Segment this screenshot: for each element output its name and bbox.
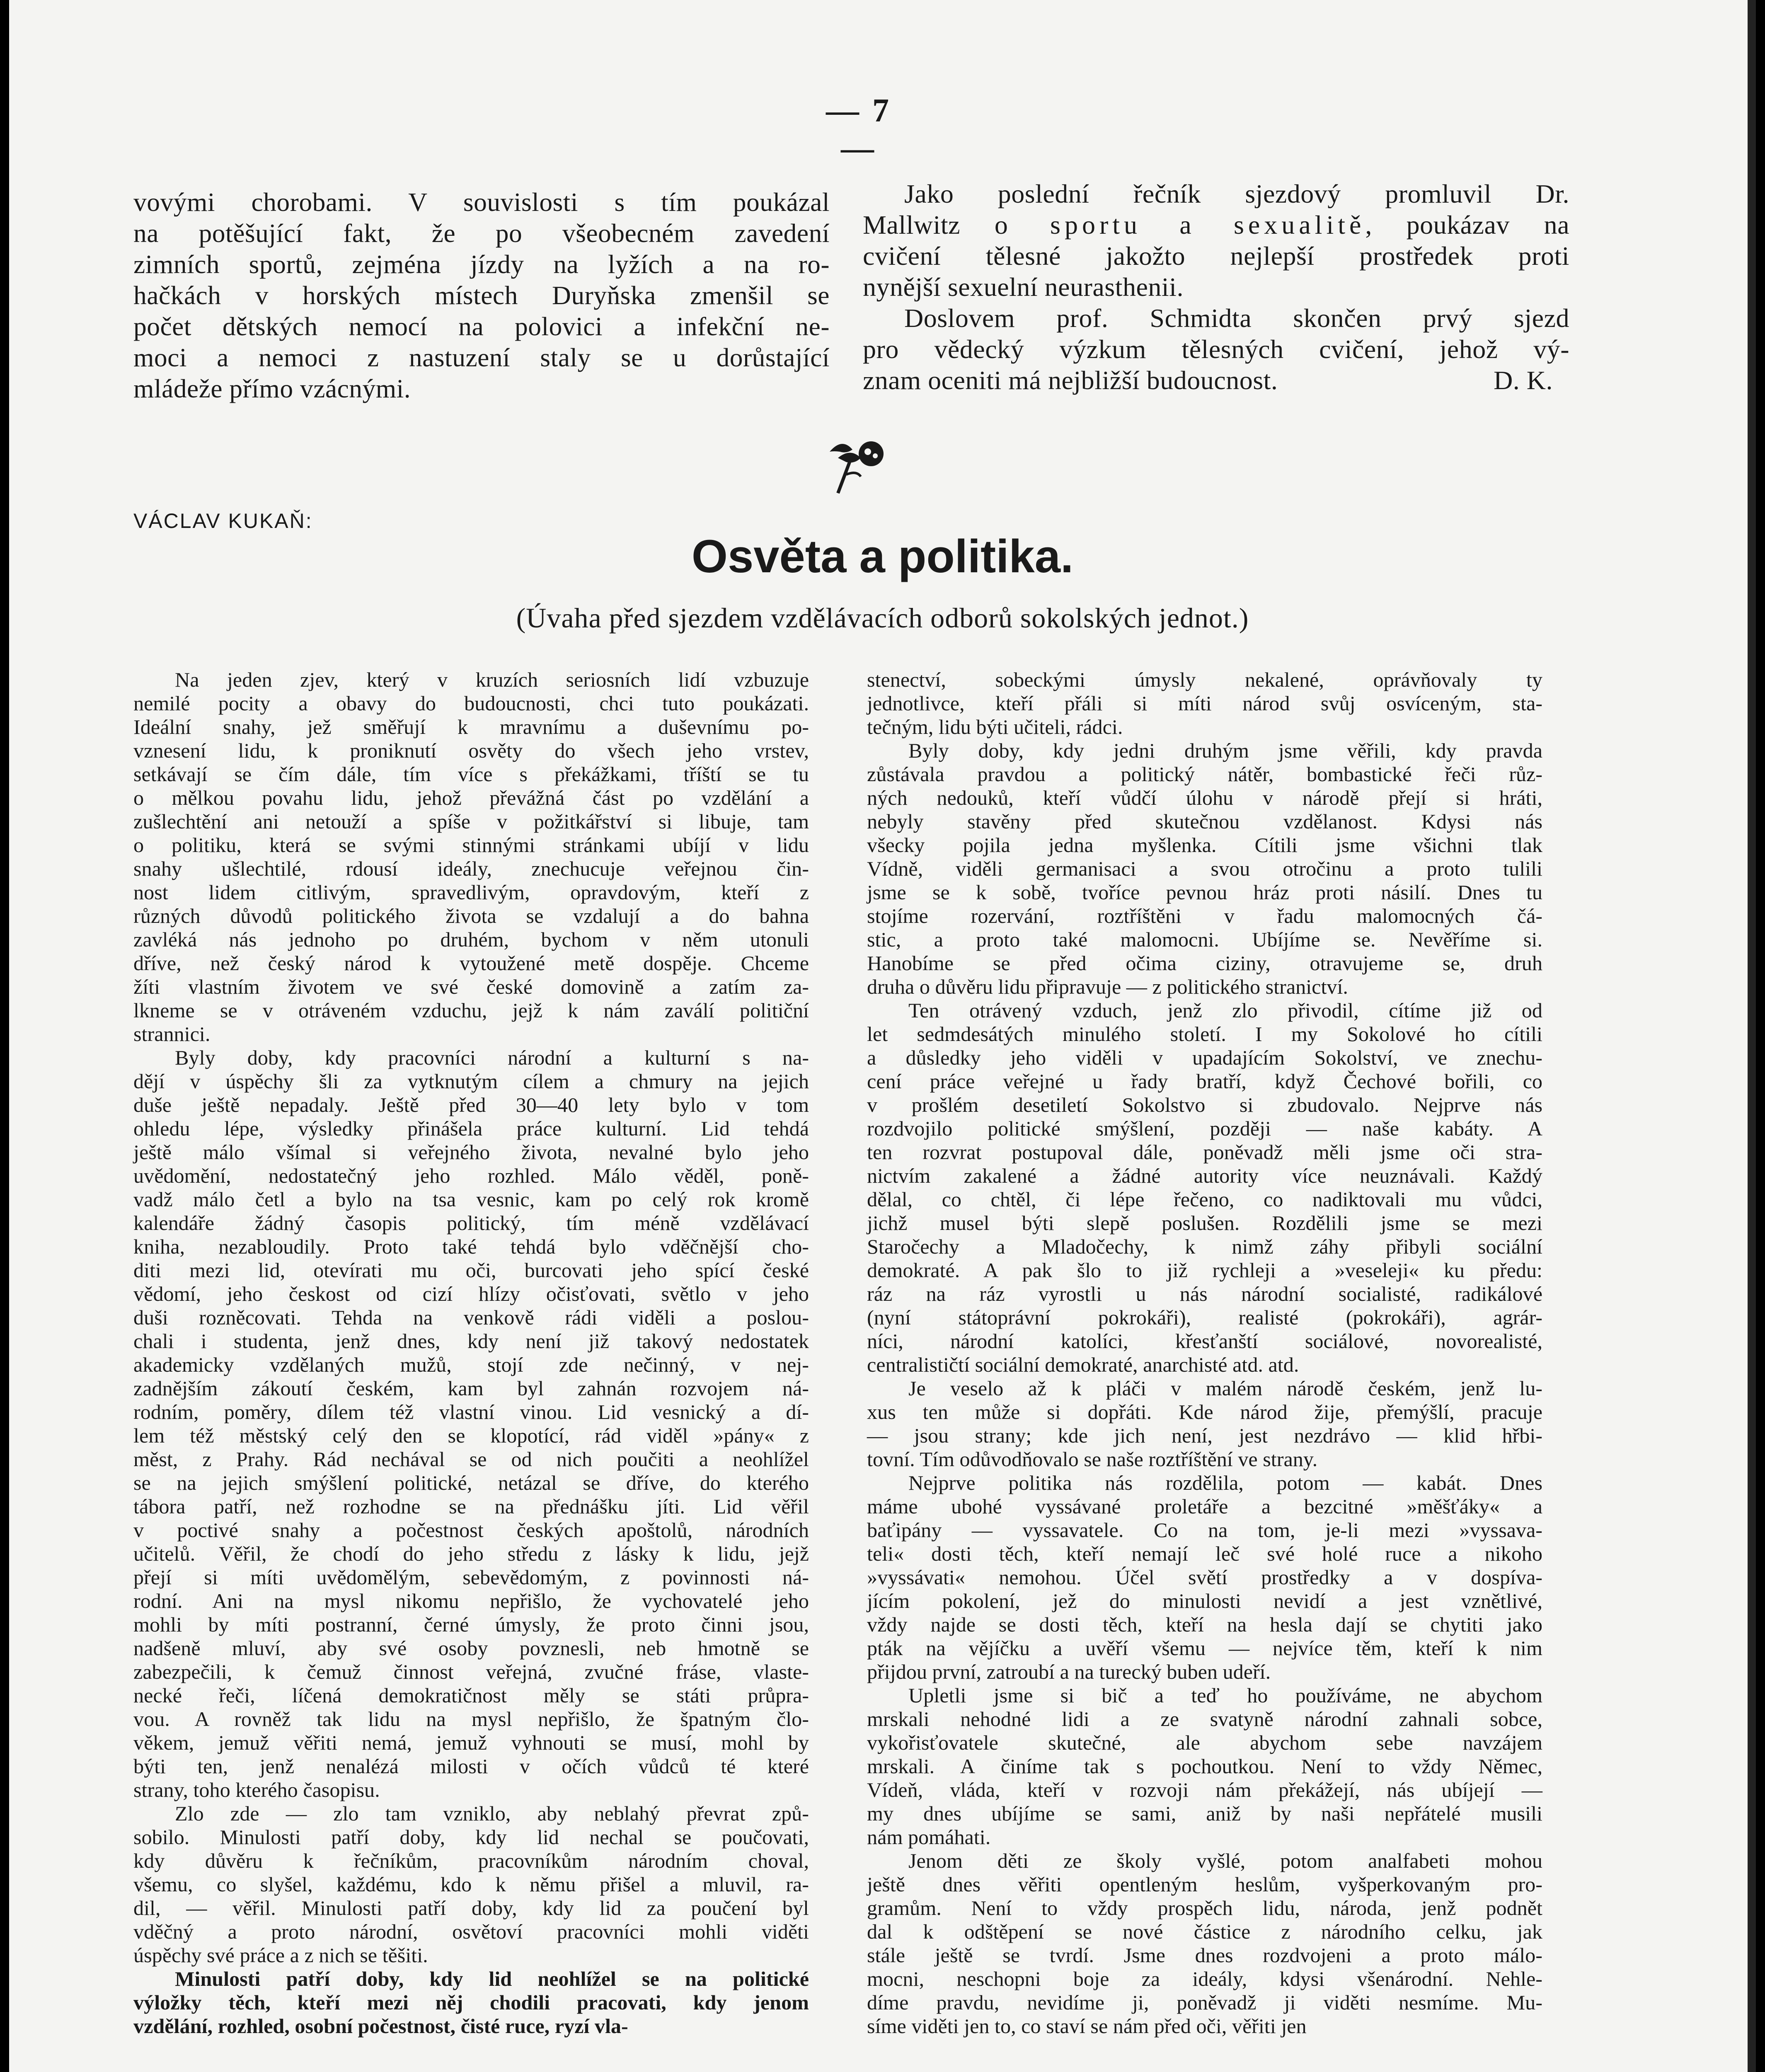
paragraph: [867, 1471, 1542, 1684]
text-line: stenectví, sobeckými úmysly nekalené, oprávňovaly ty: [867, 668, 1542, 691]
text-line: teli« dosti těch, kteří nemají leč své holé ruce a nikoho: [867, 1542, 1542, 1565]
text-line: nemilé pocity a obavy do budoucnosti, chci tuto poukázati.: [133, 692, 809, 715]
signature-initials: D. K.: [1494, 366, 1553, 395]
text-line: dělal, co chtěl, či lépe řečeno, co nadiktovali mu vůdci,: [867, 1188, 1542, 1211]
text-line: lem též městský celý den se klopotící, rád viděl »pány« z: [133, 1424, 809, 1447]
previous-article-left-column: [133, 186, 830, 404]
text-line: vovými chorobami. V souvislosti s tím poukázal: [133, 187, 830, 217]
paragraph: [867, 1849, 1542, 2038]
text-line: rodním, poměry, dílem též vlastní vinou. Lid vesnický a dí-: [133, 1400, 809, 1423]
text-line: mrskali nehodné lidi a ze svatyně národní zahnali sobce,: [867, 1707, 1542, 1731]
paragraph: [867, 668, 1542, 739]
text-line: pro vědecký výzkum tělesných cvičení, jehož vý-: [863, 334, 1569, 364]
text-line: xus ten může si dopřáti. Kde národ žije, přemýšlí, pracuje: [867, 1400, 1542, 1423]
text-line: my dnes ubíjíme se sami, aniž by naši nepřátelé musili: [867, 1802, 1542, 1825]
text-line: vědomí, jeho českost od cizí hlízy očisťovati, světlo v jeho: [133, 1282, 809, 1305]
paragraph: [867, 739, 1542, 999]
text-line: dil, — věřil. Minulosti patří doby, kdy lid za poučení byl: [133, 1896, 809, 1920]
text-line: Je veselo až k pláči v malém národě českém, jenž lu-: [908, 1377, 1542, 1400]
text-line: všemu, co slyšel, každému, kdo k němu přišel a mluvil, ra-: [133, 1873, 809, 1896]
text-line: Na jeden zjev, který v kruzích seriosních lidí vzbuzuje: [175, 668, 809, 691]
text-line: jícím pokolení, jež do minulosti nevidí a jest vznětlivé,: [867, 1589, 1542, 1612]
text-line: chali i studenta, jenž dnes, kdy není již takový nedostatek: [133, 1329, 809, 1353]
text-line: a důsledky jeho viděli v upadajícím Sokolství, ve znechu-: [867, 1046, 1542, 1069]
text-line: nynější sexuelní neurasthenii.: [863, 272, 1184, 302]
text-line: o mělkou povahu lidu, jehož převážná část po vzdělání a: [133, 786, 809, 809]
text-line: vzdělání, rozhled, osobní počestnost, čisté ruce, ryzí vla-: [133, 2014, 628, 2038]
text-line: Doslovem prof. Schmidta skončen prvý sjezd: [904, 303, 1569, 333]
text-line: vždy najde se dosti těch, kteří na hesla dají se chytiti jako: [867, 1613, 1542, 1636]
text-line: mrskali. A činíme tak s pochoutkou. Není to vždy Němec,: [867, 1755, 1542, 1778]
text-line: síme viděti jen to, co staví se nám před oči, věřiti jen: [867, 2014, 1307, 2038]
text-line: vou. A rovněž tak lidu na mysl nepřišlo, že špatným člo-: [133, 1707, 809, 1731]
text-line: ohledu lépe, výsledky přinášela práce kulturní. Lid tehdá: [133, 1117, 809, 1140]
text-line: nadšeně mluví, aby své osoby povznesli, neb hmotně se: [133, 1636, 809, 1660]
text-line: cvičení tělesné jakožto nejlepší prostředek proti: [863, 241, 1569, 271]
text-line: pták na vějíčku a uvěří všemu — nejvíce těm, kteří k nim: [867, 1636, 1542, 1660]
text-line: gramům. Není to vždy prospěch lidu, národa, jenž podnět: [867, 1896, 1542, 1920]
text-line: lkneme se v otráveném vzduchu, jejž k nám zaválí političní: [133, 999, 809, 1022]
text-line: ten rozvrat postupoval dále, poněvadž měli jsme oči stra-: [867, 1140, 1542, 1164]
text-segment: Mallwitz: [863, 210, 995, 240]
floral-ornament-icon: [821, 435, 896, 497]
text-line: akademicky vzdělaných mužů, stojí zde nečinný, v nej-: [133, 1353, 809, 1376]
text-line: ných nedouků, kteří vůdčí úlohu v národě přejí si hráti,: [867, 786, 1542, 809]
text-line: [863, 365, 1569, 396]
text-line: setkávají se čím dále, tím více s překážkami, tříští se tu: [133, 762, 809, 786]
text-line: máme ubohé vyssávané proletáře a bezcitné »měšťáky« a: [867, 1495, 1542, 1518]
text-line: výložky těch, kteří mezi něj chodili pracovati, kdy jenom: [133, 1991, 809, 2014]
text-line: kalendáře žádný časopis politický, tím méně vzdělávací: [133, 1211, 809, 1234]
text-line: nictvím zakalené a žádné autority více neuznávali. Každý: [867, 1164, 1542, 1187]
text-line: centralističtí sociální demokraté, anarchisté atd. atd.: [867, 1353, 1299, 1376]
text-line: dal k odštěpení se nové částice z národního celku, jak: [867, 1920, 1542, 1943]
text-segment: znam oceniti má nejbližší budoucnost.: [863, 366, 1278, 395]
text-line: Staročechy a Mladočechy, k nimž záhy přibyli sociální: [867, 1235, 1542, 1258]
text-line: v poctivé snahy a počestnost českých apoštolů, národních: [133, 1518, 809, 1542]
text-line: zůstávala pravdou a politický nátěr, bombastické řeči růz-: [867, 762, 1542, 786]
text-line: zimních sportů, zejména jízdy na lyžích a na ro-: [133, 249, 830, 279]
text-line: Zlo zde — zlo tam vzniklo, aby neblahý převrat způ-: [175, 1802, 809, 1825]
text-line: nám pomáhati.: [867, 1825, 991, 1849]
text-line: počet dětských nemocí na polovici a infekční ne-: [133, 312, 830, 341]
text-line: tečným, lidu býti učiteli, rádci.: [867, 715, 1123, 738]
text-line: zavléká nás jednoho po druhém, bychom v něm utonuli: [133, 928, 809, 951]
paragraph: [867, 999, 1542, 1377]
article-left-column: [133, 668, 809, 2038]
text-line: Nejprve politika nás rozdělila, potom — kabát. Dnes: [908, 1471, 1542, 1494]
paragraph: [133, 1967, 809, 2038]
text-line: rodní. Ani na mysl nikomu nepřišlo, že vychovatelé jeho: [133, 1589, 809, 1612]
text-line: druha o důvěru lidu připravuje — z politického stranictví.: [867, 975, 1348, 998]
text-line: [863, 209, 1569, 240]
text-line: jednotlivce, kteří přáli si míti národ svůj osvíceným, sta-: [867, 692, 1542, 715]
text-line: Jenom děti ze školy vyšlé, potom analfabeti mohou: [908, 1849, 1542, 1872]
text-line: diti mezi lid, otevírati mu oči, burcovati jeho spící české: [133, 1259, 809, 1282]
text-line: přejí si míti uvědomělým, sebevědomým, z povinnosti ná-: [133, 1566, 809, 1589]
text-line: rozdvojilo politické smýšlení, později — naše kabáty. A: [867, 1117, 1542, 1140]
text-line: mládeže přímo vzácnými.: [133, 374, 411, 403]
paragraph: [867, 1377, 1542, 1471]
text-line: kniha, nezabloudily. Proto také tehdá bylo vděčnější cho-: [133, 1235, 809, 1258]
text-line: stojíme rozervání, roztříštěni v řadu malomocných čá-: [867, 904, 1542, 927]
article-title: Osvěta a politika.: [691, 530, 1074, 582]
text-line: býti ten, jenž nenalézá milosti v očích vůdců té které: [133, 1755, 809, 1778]
spaced-emphasis: o sportu a sexualitě: [994, 210, 1366, 240]
text-line: — jsou strany; kde jich není, jest nezdrávo — klid hřbi-: [867, 1424, 1542, 1447]
text-line: vznesení lidu, k proniknutí osvěty do všech jeho vrstev,: [133, 739, 809, 762]
text-line: dříve, než český národ k vytoužené metě dospěje. Chceme: [133, 951, 809, 975]
paragraph: [133, 1046, 809, 1802]
text-line: Vídeň, vláda, kteří v rozvoji nám překážejí, nás ubíjejí —: [867, 1778, 1542, 1801]
text-line: dějí v úspěchy šli za vytknutým cílem a chmury na jejich: [133, 1070, 809, 1093]
text-line: nebyly stavěny před skutečnou vzdělanost. Kdysi nás: [867, 810, 1542, 833]
article-right-column: [867, 668, 1542, 2038]
text-line: mocni, neschopni boje za ideály, kdysi všenárodní. Nehle-: [867, 1967, 1542, 1990]
text-line: ještě málo všímal si veřejného života, nevalné bylo jeho: [133, 1140, 809, 1164]
paragraph: [867, 1684, 1542, 1849]
text-line: vadž málo četl a bylo na tsa vesnic, kam po celý rok kromě: [133, 1188, 809, 1211]
text-line: demokraté. A pak šlo to již rychleji a »veseleji« ku předu:: [867, 1259, 1542, 1282]
text-line: Vídně, viděli germanisaci a svou otročinu a proto tulili: [867, 857, 1542, 880]
text-line: jichž musel býti slepě poslušen. Rozdělili jsme se mezi: [867, 1211, 1542, 1234]
paragraph: [133, 1802, 809, 1967]
text-line: ještě dnes věřiti opentleným heslům, vyšperkovaným pro-: [867, 1873, 1542, 1896]
article-subtitle: (Úvaha před sjezdem vzdělávacích odborů sokolských jednot.): [516, 602, 1249, 634]
previous-article-right-column: [863, 178, 1569, 396]
text-line: žíti vlastním životem ve své české domovině a zatím za-: [133, 975, 809, 998]
text-line: sobilo. Minulosti patří doby, kdy lid nechal se poučovati,: [133, 1825, 809, 1849]
text-segment: , poukázav na: [1365, 210, 1570, 240]
text-line: zabezpečili, k čemuž činnost veřejná, zvučné fráse, vlaste-: [133, 1660, 809, 1683]
paragraph: [133, 668, 809, 1046]
text-line: strany, toho kterého časopisu.: [133, 1778, 380, 1801]
text-line: přijdou první, zatroubí a na turecký buben udeří.: [867, 1660, 1271, 1683]
text-line: uvědomění, nedostatečný jeho rozhled. Málo věděl, poně-: [133, 1164, 809, 1187]
text-line: Byly doby, kdy jedni druhým jsme věřili, kdy pravda: [908, 739, 1542, 762]
page-number: — 7 —: [826, 92, 891, 167]
text-line: Ideální snahy, jež směřují k mravnímu a duševnímu po-: [133, 715, 809, 738]
text-line: snahy ušlechtilé, rdousí ideály, znechucuje veřejnou čin-: [133, 857, 809, 880]
text-line: kdy důvěru k řečníkům, pracovníkům národním choval,: [133, 1849, 809, 1872]
text-line: na potěšující fakt, že po všeobecném zavedení: [133, 218, 830, 248]
author-name: VÁCLAV KUKAŇ:: [133, 509, 313, 533]
text-line: hačkách v horských místech Duryňska zmenšil se: [133, 281, 830, 310]
text-line: učitelů. Věřil, že chodí do jeho středu z lásky k lidu, jejž: [133, 1542, 809, 1565]
text-line: Jako poslední řečník sjezdový promluvil Dr.: [904, 179, 1569, 208]
binding-edge: [1748, 0, 1756, 2072]
text-line: tovní. Tím odůvodňovalo se naše roztříštění ve strany.: [867, 1447, 1318, 1471]
text-line: vykořisťovatele skutečné, ale abychom sebe navzájem: [867, 1731, 1542, 1754]
text-line: se na jejich smýšlení politické, netázal se dříve, do kterého: [133, 1471, 809, 1494]
text-line: let sedmdesátých minulého století. I my Sokolové ho cítili: [867, 1022, 1542, 1046]
text-line: ráz na ráz vyrostli u nás národní socialisté, radikálové: [867, 1282, 1542, 1305]
text-line: necké řeči, líčená demokratičnost měly se státi průpra-: [133, 1684, 809, 1707]
text-line: Ten otrávený vzduch, jenž zlo přivodil, cítíme již od: [908, 999, 1542, 1022]
text-line: strannici.: [133, 1022, 211, 1046]
text-line: nost lidem citlivým, spravedlivým, opravdovým, kteří z: [133, 881, 809, 904]
text-line: cení práce veřejné u řady bratří, když Čechové bořili, co: [867, 1070, 1542, 1093]
text-line: stále ještě se tvrdí. Jsme dnes rozdvojeni a proto málo-: [867, 1944, 1542, 1967]
text-line: díme pravdu, nevidíme ji, poněvadž ji viděti nesmíme. Mu-: [867, 1991, 1542, 2014]
text-line: různých důvodů politického života se vzdalují a do bahna: [133, 904, 809, 927]
document-page: [9, 0, 1756, 2072]
text-line: zušlechtění ani netouží a spíše v požitkářství si libuje, tam: [133, 810, 809, 833]
text-line: stic, a proto také malomocni. Ubíjíme se. Nevěříme si.: [867, 928, 1542, 951]
text-line: tábora patří, než rozhodne se na přednášku jíti. Lid věřil: [133, 1495, 809, 1518]
text-line: moci a nemoci z nastuzení staly se u dorůstající: [133, 343, 830, 372]
text-line: níci, národní katolíci, křesťanští sociálové, novorealisté,: [867, 1329, 1542, 1353]
text-line: baťipány — vyssavatele. Co na tom, je-li mezi »vyssava-: [867, 1518, 1542, 1542]
text-line: mohli by míti postranní, černé úmysly, že proto činni jsou,: [133, 1613, 809, 1636]
text-line: vděčný a proto národní, osvětoví pracovníci mohli viděti: [133, 1920, 809, 1943]
text-line: »vyssávati« nemohou. Účel světí prostředky a v dospíva-: [867, 1566, 1542, 1589]
text-line: věkem, jemuž věřiti nemá, jemuž vyhnouti se musí, mohl by: [133, 1731, 809, 1754]
text-line: Hanobíme se před očima ciziny, otravujeme se, druh: [867, 951, 1542, 975]
text-line: o politiku, která se svými stinnými stránkami ubíjí v lidu: [133, 833, 809, 857]
text-line: (nyní státoprávní pokrokáři), realisté (pokrokáři), agrár-: [867, 1306, 1542, 1329]
text-line: duše ještě nepadaly. Ještě před 30—40 lety bylo v tom: [133, 1093, 809, 1116]
text-line: v prošlém desetiletí Sokolstvo si zbudovalo. Nejprve nás: [867, 1093, 1542, 1116]
text-line: úspěchy své práce a z nich se těšiti.: [133, 1944, 428, 1967]
text-line: zadnějším zákoutí českém, kam byl zahnán rozvojem ná-: [133, 1377, 809, 1400]
text-line: Byly doby, kdy pracovníci národní a kulturní s na-: [175, 1046, 809, 1069]
text-line: Minulosti patří doby, kdy lid neohlížel se na politické: [175, 1967, 809, 1990]
text-line: jsme se k sobě, tvoříce pevnou hráz proti násilí. Dnes tu: [867, 881, 1542, 904]
text-line: měst, z Prahy. Rád nechával se od nich poučiti a neohlížel: [133, 1447, 809, 1471]
text-line: duši rozněcovati. Tehda na venkově rádi viděli a poslou-: [133, 1306, 809, 1329]
text-line: Upletli jsme si bič a teď ho používáme, ne abychom: [908, 1684, 1542, 1707]
text-line: všecky pojila jedna myšlenka. Cítili jsme všichni tlak: [867, 833, 1542, 857]
